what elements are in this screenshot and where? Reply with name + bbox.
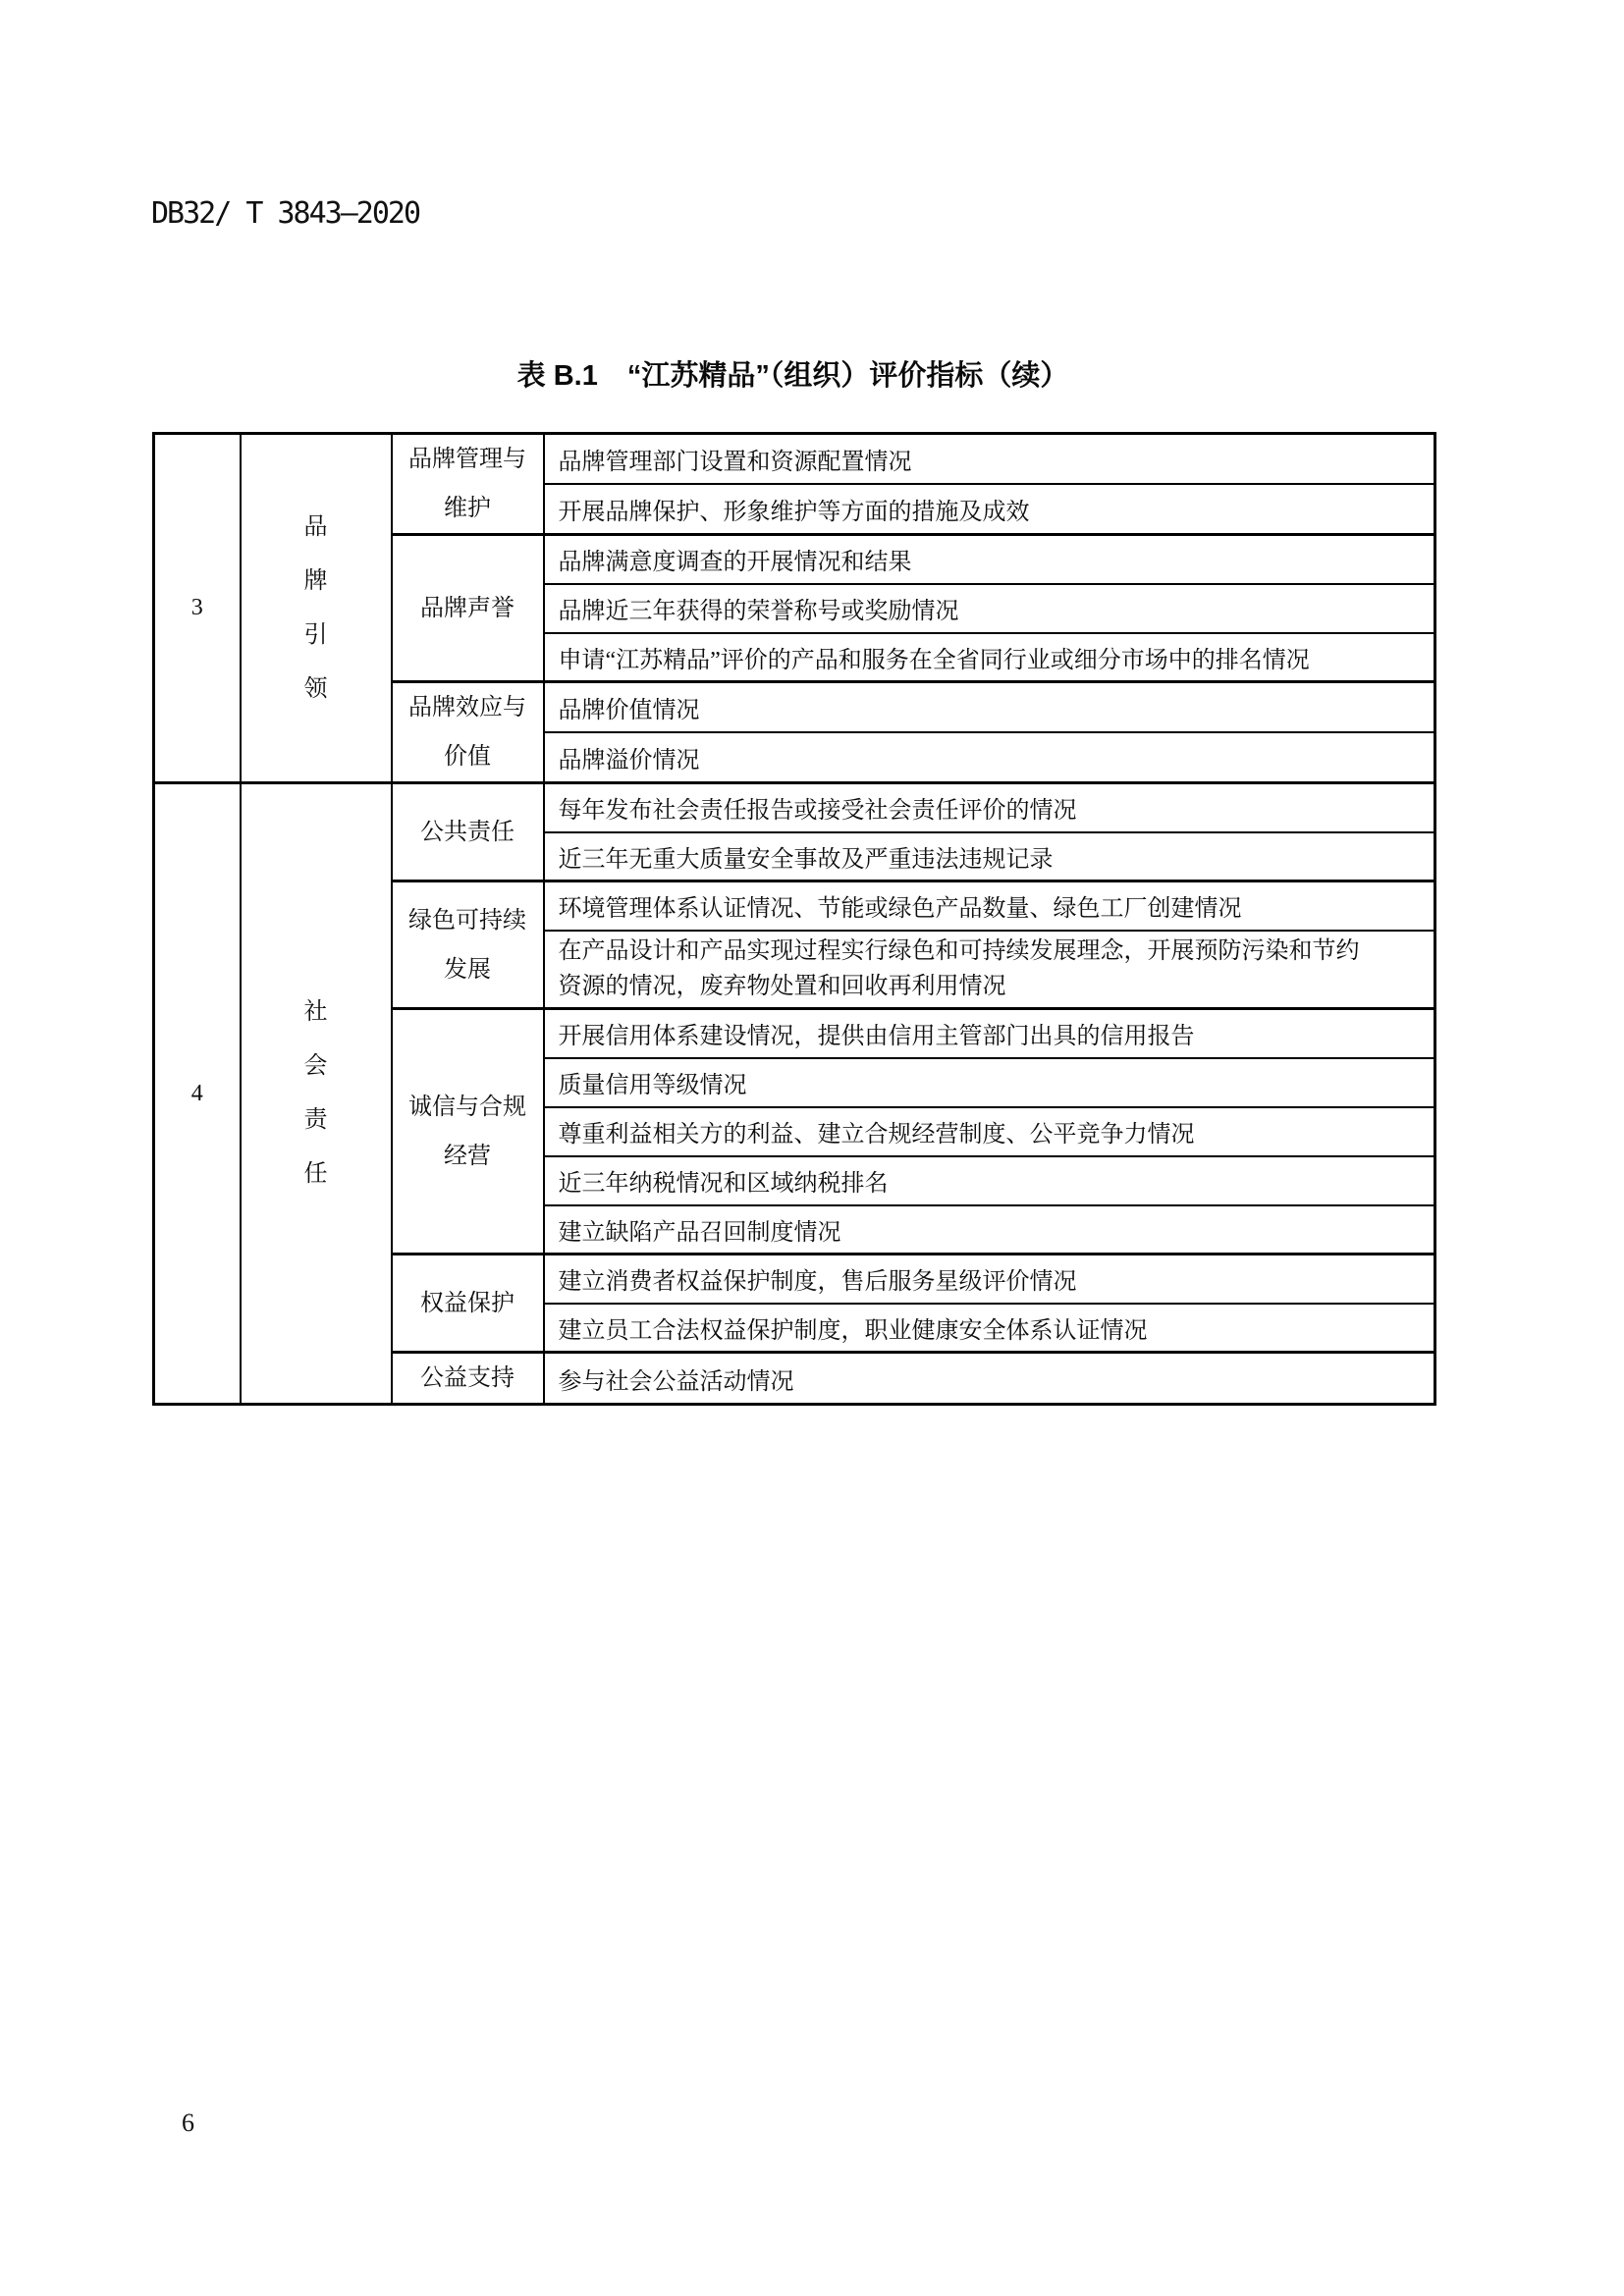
indicator-cell: 开展品牌保护、形象维护等方面的措施及成效	[544, 484, 1435, 535]
category-char: 责	[303, 1107, 328, 1133]
category-char: 会	[303, 1053, 328, 1079]
subcategory-label: 品牌效应与	[408, 695, 526, 721]
subcategory-label: 价值	[444, 744, 491, 770]
category-cell	[241, 783, 392, 1405]
subcategory-label: 品牌管理与	[408, 447, 526, 472]
indicator-cell: 申请“江苏精品”评价的产品和服务在全省同行业或细分市场中的排名情况	[544, 633, 1435, 682]
page-number: 6	[182, 2109, 194, 2137]
category-char: 引	[303, 621, 328, 648]
indicator-cell: 开展信用体系建设情况，提供由信用主管部门出具的信用报告	[544, 1009, 1435, 1058]
indicator-cell: 质量信用等级情况	[544, 1058, 1435, 1107]
table-title-text: “江苏精品”（组织）评价指标（续）	[626, 360, 1069, 392]
category-char: 牌	[303, 567, 328, 594]
section-number-cell: 4	[154, 783, 241, 1405]
subcategory-cell	[392, 535, 544, 682]
indicator-cell: 尊重利益相关方的利益、建立合规经营制度、公平竞争力情况	[544, 1107, 1435, 1156]
indicator-cell: 品牌满意度调查的开展情况和结果	[544, 535, 1435, 584]
table-title	[152, 353, 1434, 394]
subcategory-label: 经营	[444, 1143, 491, 1169]
table-title-label: 表 B.1	[516, 360, 598, 392]
standard-code: DB32/ T 3843—2020	[151, 196, 420, 231]
subcategory-cell	[392, 881, 544, 1009]
indicator-cell: 近三年纳税情况和区域纳税排名	[544, 1156, 1435, 1205]
subcategory-label: 公益支持	[420, 1365, 514, 1391]
subcategory-label: 诚信与合规	[408, 1094, 526, 1120]
subcategory-cell	[392, 1255, 544, 1353]
category-char: 任	[303, 1161, 328, 1187]
indicator-cell: 品牌价值情况	[544, 682, 1435, 733]
indicator-cell: 环境管理体系认证情况、节能或绿色产品数量、绿色工厂创建情况	[544, 881, 1435, 931]
category-char: 领	[303, 675, 328, 702]
subcategory-cell	[392, 1009, 544, 1255]
indicator-cell: 建立消费者权益保护制度，售后服务星级评价情况	[544, 1255, 1435, 1304]
indicator-cell	[544, 931, 1435, 1009]
indicator-cell: 每年发布社会责任报告或接受社会责任评价的情况	[544, 783, 1435, 832]
indicator-cell: 建立员工合法权益保护制度，职业健康安全体系认证情况	[544, 1304, 1435, 1353]
indicator-line: 资源的情况，废弃物处置和回收再利用情况	[558, 974, 1006, 1000]
subcategory-label: 权益保护	[420, 1290, 514, 1316]
table-row	[154, 783, 1435, 832]
table-row	[154, 434, 1435, 485]
indicator-cell: 近三年无重大质量安全事故及严重违法违规记录	[544, 832, 1435, 881]
subcategory-label: 维护	[444, 496, 491, 521]
indicator-cell: 品牌近三年获得的荣誉称号或奖励情况	[544, 584, 1435, 633]
subcategory-cell	[392, 783, 544, 881]
indicator-line: 在产品设计和产品实现过程实行绿色和可持续发展理念，开展预防污染和节约	[558, 938, 1360, 965]
indicator-cell: 参与社会公益活动情况	[544, 1353, 1435, 1405]
indicator-cell: 品牌管理部门设置和资源配置情况	[544, 434, 1435, 485]
subcategory-label: 公共责任	[420, 819, 514, 845]
indicator-cell: 品牌溢价情况	[544, 732, 1435, 783]
indicator-cell: 建立缺陷产品召回制度情况	[544, 1205, 1435, 1255]
category-cell	[241, 434, 392, 783]
category-char: 社	[303, 999, 328, 1025]
section-number-cell: 3	[154, 434, 241, 783]
subcategory-label: 绿色可持续	[408, 907, 526, 934]
subcategory-cell	[392, 434, 544, 535]
subcategory-cell	[392, 682, 544, 783]
subcategory-label: 品牌声誉	[420, 595, 514, 621]
subcategory-cell	[392, 1353, 544, 1405]
category-char: 品	[303, 513, 328, 540]
evaluation-indicator-table	[152, 432, 1436, 1406]
subcategory-label: 发展	[444, 956, 491, 983]
